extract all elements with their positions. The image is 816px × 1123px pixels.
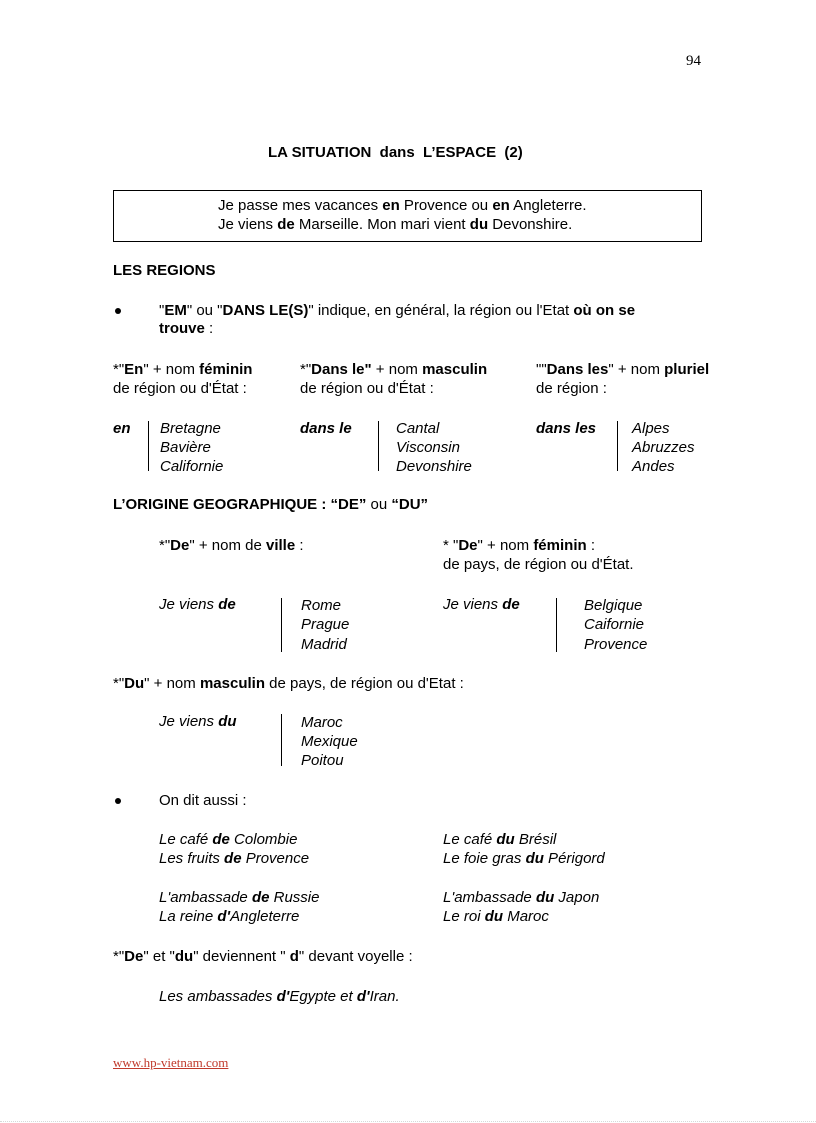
region-item: Alpes [632,420,670,437]
rule-du-masculin: *"Du" + nom masculin de pays, de région ou d'Etat : [113,675,464,692]
intro-line-2: Je viens de Marseille. Mon mari vient du Devonshire. [218,216,573,233]
aussi-left-2: Les fruits de Provence [159,850,310,867]
rule-dans-les-line2: de région : [536,380,607,397]
example-du: Je viens du [159,713,237,730]
place-item: Belgique [584,597,643,614]
rule-de-feminin-line2: de pays, de région ou d'État. [443,556,634,573]
rule-en: *"En" + nom féminin [113,361,253,378]
rule-en-line2: de région ou d'État : [113,380,247,397]
rule-dans-le: *"Dans le" + nom masculin [300,361,488,378]
divider [281,598,282,652]
rule-dans-les: ""Dans les" + nom pluriel [536,361,710,378]
aussi-left-4: La reine d'Angleterre [159,908,300,925]
region-item: Abruzzes [632,439,695,456]
divider [378,421,379,471]
divider [281,714,282,766]
regions-heading: LES REGIONS [113,262,216,279]
city-item: Madrid [301,636,347,653]
aussi-right-4: Le roi du Maroc [443,908,549,925]
bullet [115,798,121,804]
country-item: Poitou [301,752,344,769]
intro-box [113,190,702,242]
region-item: Bavière [160,439,211,456]
city-item: Rome [301,597,342,614]
origin-heading: L’ORIGINE GEOGRAPHIQUE : “DE” ou “DU” [113,496,429,513]
region-item: Andes [632,458,675,475]
region-item: Visconsin [396,439,460,456]
page-bottom-divider [0,1121,816,1122]
footer-url[interactable]: www.hp-vietnam.com [113,1055,229,1070]
regions-rule-line2: trouve : [159,320,214,337]
intro-line-1: Je passe mes vacances en Provence ou en Angleterre. [218,197,587,214]
city-item: Prague [301,616,350,633]
aussi-left-1: Le café de Colombie [159,831,298,848]
example-de-feminin: Je viens de [443,596,520,613]
bullet [115,308,121,314]
rule-dans-le-line2: de région ou d'État : [300,380,434,397]
page-title: LA SITUATION dans L’ESPACE (2) [268,144,523,161]
aussi-right-1: Le café du Brésil [443,831,557,848]
aussi-right-3: L'ambassade du Japon [443,889,600,906]
divider [617,421,618,471]
example-de-ville: Je viens de [159,596,236,613]
rule-de-ville: *"De" + nom de ville : [159,537,304,554]
divider [148,421,149,471]
aussi-right-2: Le foie gras du Périgord [443,850,605,867]
aussi-left-3: L'ambassade de Russie [159,889,320,906]
region-item: Devonshire [396,458,472,475]
place-item: Caifornie [584,616,645,633]
footer-link[interactable] [113,1055,228,1071]
aussi-intro: On dit aussi : [159,792,247,809]
region-item: Cantal [396,420,440,437]
country-item: Maroc [301,714,343,731]
rule-de-feminin: * "De" + nom féminin : [443,537,595,554]
region-item: Bretagne [160,420,221,437]
divider [556,598,557,652]
prep-dans-le: dans le [300,420,352,437]
region-item: Californie [160,458,224,475]
country-item: Mexique [301,733,358,750]
prep-dans-les: dans les [536,420,597,437]
elision-example: Les ambassades d'Egypte et d'Iran. [159,988,400,1005]
elision-rule: *"De" et "du" deviennent " d" devant voyelle : [113,948,413,965]
page-number: 94 [686,53,701,69]
prep-en: en [113,420,131,437]
regions-rule: "EM" ou "DANS LE(S)" indique, en général, la région ou l'Etat où on se [159,302,636,319]
place-item: Provence [584,636,648,653]
